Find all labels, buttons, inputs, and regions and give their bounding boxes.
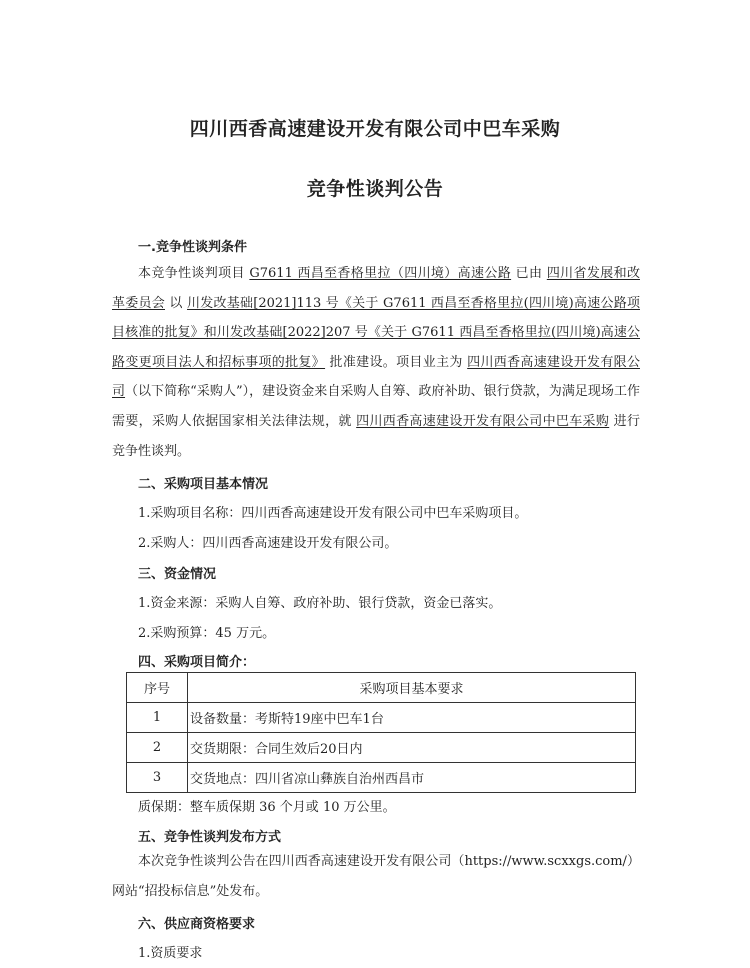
table-row <box>127 763 636 793</box>
table-cell-no: 3 <box>127 763 188 793</box>
section6-heading: 六、供应商资格要求 <box>138 917 256 932</box>
document-title: 四川西香高速建设开发有限公司中巴车采购 <box>189 118 561 140</box>
table-cell-requirement: 交货期限：合同生效后20日内 <box>188 733 636 763</box>
table-cell-requirement: 交货地点：四川省凉山彝族自治州西昌市 <box>188 763 636 793</box>
table-header-requirements: 采购项目基本要求 <box>188 673 636 703</box>
table-cell-no: 1 <box>127 703 188 733</box>
section1-heading: 一.竞争性谈判条件 <box>138 240 247 255</box>
section1-text-e: （以下简称“采购人”），建设资金来自采购人自筹、政府补助、银行贷款，为满足现场工作需要，采购人依据国家相关法律法规，就 <box>112 384 640 429</box>
table-row <box>127 703 636 733</box>
section5-paragraph: 本次竞争性谈判公告在四川西香高速建设开发有限公司（https://www.scxxgs.com/）网站“招投标信息”处发布。 <box>112 854 640 899</box>
project-name: G7611 西昌至香格里拉（四川境）高速公路 <box>249 266 512 281</box>
section1-text-d: 批准建设。项目业主为 <box>329 354 463 370</box>
project-owner: 四川西香高速建设开发有限公司 <box>112 354 640 400</box>
table-header-row <box>127 673 636 703</box>
warranty-text: 质保期：整车质保期 36 个月或 10 万公里。 <box>138 800 396 815</box>
section1-text-b: 已由 <box>515 266 543 281</box>
section3-item1: 1.资金来源：采购人自筹、政府补助、银行贷款，资金已落实。 <box>138 596 502 611</box>
table-header-no: 序号 <box>127 673 188 703</box>
table-cell-no: 2 <box>127 733 188 763</box>
table-cell-requirement: 设备数量：考斯特19座中巴车1台 <box>188 703 636 733</box>
section1-text-c: 以 <box>169 295 183 311</box>
section1-text-f: 进行竞争性谈判。 <box>112 413 640 459</box>
section3-item2: 2.采购预算：45 万元。 <box>138 626 276 641</box>
section2-item1: 1.采购项目名称：四川西香高速建设开发有限公司中巴车采购项目。 <box>138 506 528 521</box>
document-subtitle: 竞争性谈判公告 <box>306 178 444 200</box>
section1-text-a: 本竞争性谈判项目 <box>138 266 245 281</box>
table-row <box>127 733 636 763</box>
procurement-name: 四川西香高速建设开发有限公司中巴车采购 <box>356 413 610 429</box>
section2-item2: 2.采购人：四川西香高速建设开发有限公司。 <box>138 536 398 551</box>
section6-item1: 1.资质要求 <box>138 946 203 961</box>
approval-documents: 川发改基础[2021]113 号《关于 G7611 西昌至香格里拉(四川境)高速公路项目核准的批复》和川发改基础[2022]207 号《关于 G7611 西昌至香格里拉(四川境)高速公路变更项目法人和招标事项的批复》 <box>112 295 640 370</box>
section3-heading: 三、资金情况 <box>138 567 217 582</box>
approver-name: 四川省发展和改革委员会 <box>112 266 640 311</box>
requirements-table <box>126 672 636 793</box>
section2-heading: 二、采购项目基本情况 <box>138 477 269 492</box>
section5-heading: 五、竞争性谈判发布方式 <box>138 830 282 845</box>
section1-paragraph <box>112 259 640 466</box>
section4-heading: 四、采购项目简介： <box>138 655 256 670</box>
